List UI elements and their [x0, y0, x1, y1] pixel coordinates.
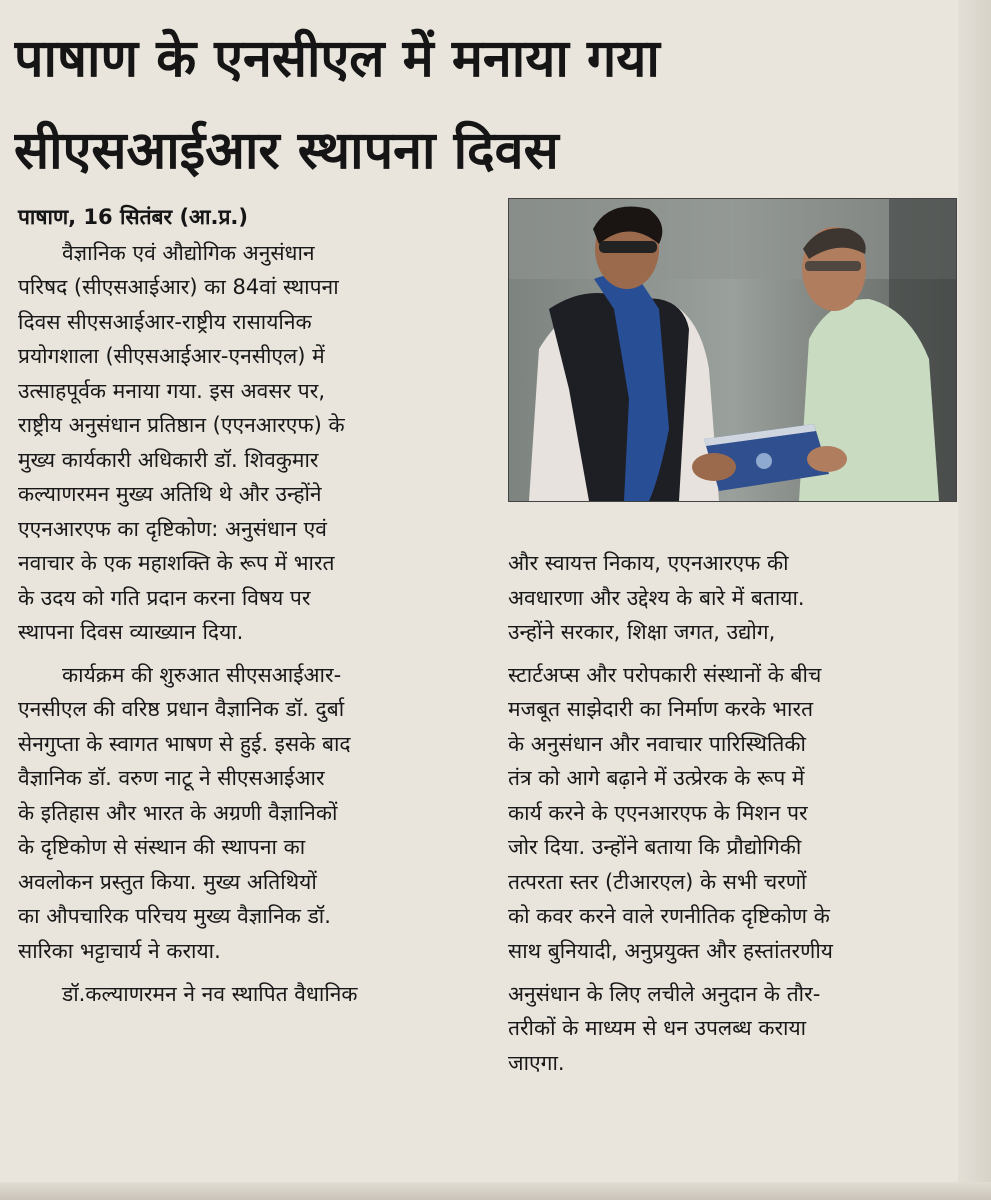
award-presentation-photo-icon: [508, 198, 957, 502]
headline-line-1: पाषाण के एनसीएल में मनाया गया: [14, 29, 660, 89]
right-line: अनुसंधान के लिए लचीले अनुदान के तौर-: [508, 982, 821, 1006]
right-line: के अनुसंधान और नवाचार पारिस्थितिकी: [508, 732, 806, 756]
right-line: तत्परता स्तर (टीआरएल) के सभी चरणों: [508, 870, 807, 894]
left-line: स्थापना दिवस व्याख्यान दिया.: [18, 620, 244, 644]
left-line: सारिका भट्टाचार्य ने कराया.: [18, 939, 221, 963]
right-line: अवधारणा और उद्देश्य के बारे में बताया.: [508, 586, 805, 610]
left-line: वैज्ञानिक एवं औद्योगिक अनुसंधान: [62, 241, 315, 265]
left-line: सेनगुप्ता के स्वागत भाषण से हुई. इसके बाद: [18, 732, 351, 756]
left-line: नवाचार के एक महाशक्ति के रूप में भारत: [18, 551, 335, 575]
right-line: तंत्र को आगे बढ़ाने में उत्प्रेरक के रूप में: [508, 766, 805, 790]
left-line: वैज्ञानिक डॉ. वरुण नाटू ने सीएसआईआर: [18, 766, 325, 790]
right-line: कार्य करने के एएनआरएफ के मिशन पर: [508, 801, 808, 825]
left-line: उत्साहपूर्वक मनाया गया. इस अवसर पर,: [18, 379, 325, 403]
right-line: मजबूत साझेदारी का निर्माण करके भारत: [508, 697, 814, 721]
left-line: के उदय को गति प्रदान करना विषय पर: [18, 586, 311, 610]
paper-bottom-edge: [0, 1182, 991, 1200]
left-line: दिवस सीएसआईआर-राष्ट्रीय रासायनिक: [18, 310, 312, 334]
left-line: एनसीएल की वरिष्ठ प्रधान वैज्ञानिक डॉ. दुर्बा: [18, 697, 345, 721]
dateline: पाषाण, 16 सितंबर (आ.प्र.): [18, 205, 249, 229]
right-line: को कवर करने वाले रणनीतिक दृष्टिकोण के: [508, 904, 830, 928]
left-line: राष्ट्रीय अनुसंधान प्रतिष्ठान (एएनआरएफ) के: [18, 413, 345, 437]
headline-line-2: सीएसआईआर स्थापना दिवस: [14, 121, 559, 181]
left-line: कार्यक्रम की शुरुआत सीएसआईआर-: [62, 663, 342, 687]
photo-illustration: [509, 199, 956, 501]
left-line: कल्याणरमन मुख्य अतिथि थे और उन्होंने: [18, 482, 322, 506]
right-line: जाएगा.: [508, 1051, 565, 1075]
right-line: स्टार्टअप्स और परोपकारी संस्थानों के बीच: [508, 663, 822, 687]
right-line: जोर दिया. उन्होंने बताया कि प्रौद्योगिकी: [508, 835, 802, 859]
right-line: तरीकों के माध्यम से धन उपलब्ध कराया: [508, 1016, 807, 1040]
right-line: उन्होंने सरकार, शिक्षा जगत, उद्योग,: [508, 620, 776, 644]
paper-edge: [958, 0, 991, 1200]
right-line: और स्वायत्त निकाय, एएनआरएफ की: [508, 551, 789, 575]
left-line: परिषद (सीएसआईआर) का 84वां स्थापना: [18, 275, 339, 299]
left-line: के इतिहास और भारत के अग्रणी वैज्ञानिकों: [18, 801, 338, 825]
left-line: मुख्य कार्यकारी अधिकारी डॉ. शिवकुमार: [18, 448, 319, 472]
left-line: डॉ.कल्याणरमन ने नव स्थापित वैधानिक: [62, 982, 358, 1006]
left-line: एएनआरएफ का दृष्टिकोण: अनुसंधान एवं: [18, 517, 327, 541]
right-line: साथ बुनियादी, अनुप्रयुक्त और हस्तांतरणीय: [508, 939, 833, 963]
left-line: का औपचारिक परिचय मुख्य वैज्ञानिक डॉ.: [18, 904, 331, 928]
left-line: अवलोकन प्रस्तुत किया. मुख्य अतिथियों: [18, 870, 317, 894]
left-line: के दृष्टिकोण से संस्थान की स्थापना का: [18, 835, 306, 859]
left-line: प्रयोगशाला (सीएसआईआर-एनसीएल) में: [18, 344, 325, 368]
